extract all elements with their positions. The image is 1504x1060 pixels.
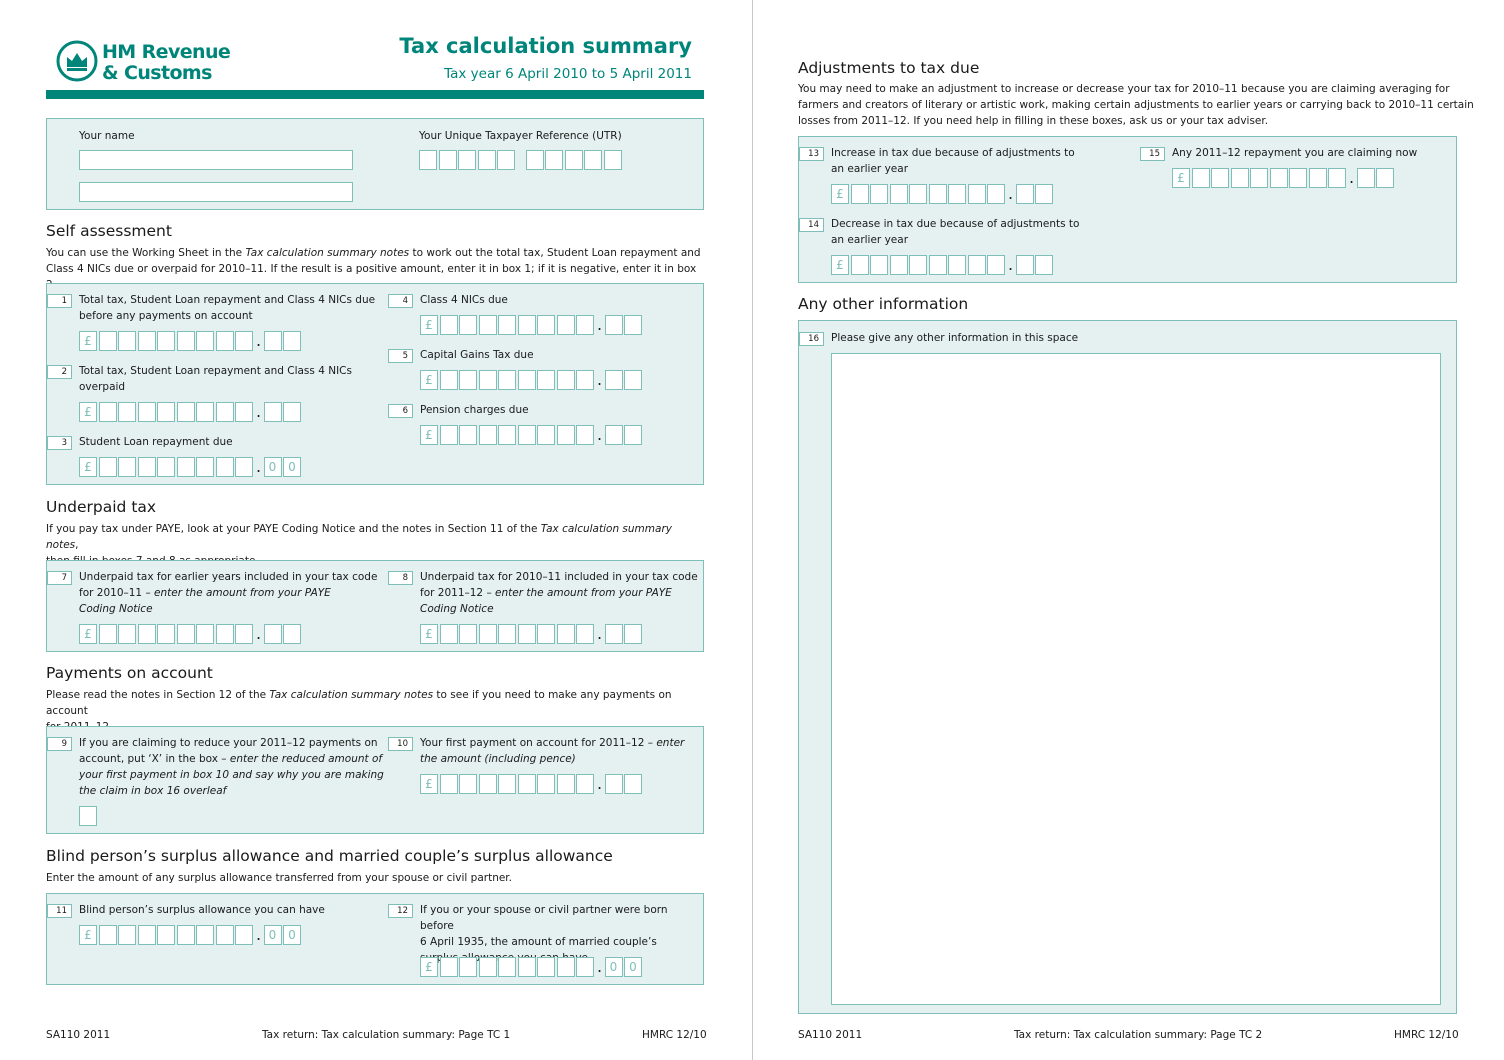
- box-number: 12: [388, 904, 413, 918]
- box7-label: Underpaid tax for earlier years included in your tax code for 2010–11 – enter the amount from your PAYE Coding Notice: [79, 571, 378, 615]
- payments-heading: Payments on account: [46, 664, 213, 682]
- box5-label: Capital Gains Tax due: [420, 349, 534, 361]
- other-info-panel: [798, 320, 1457, 1014]
- logo-text: HM Revenue & Customs: [102, 41, 231, 84]
- box8-amount[interactable]: £ .: [420, 624, 644, 644]
- box4-amount[interactable]: £ .: [420, 315, 644, 335]
- surplus-intro: Enter the amount of any surplus allowance transferred from your spouse or civil partner.: [46, 872, 512, 884]
- box3-label: Student Loan repayment due: [79, 436, 233, 448]
- other-info-textarea[interactable]: [831, 353, 1441, 1005]
- underpaid-intro: If you pay tax under PAYE, look at your PAYE Coding Notice and the notes in Section 11 of the Tax calculation summary notes,: [46, 523, 672, 551]
- self-assessment-intro: You can use the Working Sheet in the Tax calculation summary notes to work out the total tax, Student Loan repayment and Class 4 NICs due or overpaid for 2010–11. If the result is a positive amount, enter it in box 1; if it is negative, enter it in box: [46, 247, 701, 275]
- name-label: Your name: [79, 130, 135, 142]
- box2-label: Total tax, Student Loan repayment and Class 4 NICs overpaid: [79, 365, 352, 393]
- box-number: 5: [388, 349, 413, 363]
- footer-page-label: Tax return: Tax calculation summary: Page TC 2: [1014, 1029, 1263, 1041]
- surplus-heading: Blind person’s surplus allowance and married couple’s surplus allowance: [46, 847, 613, 865]
- box8-label: Underpaid tax for 2010–11 included in your tax code for 2011–12 – enter the amount from your PAYE Coding Notice: [420, 571, 698, 615]
- crown-icon: [56, 40, 98, 82]
- adjustments-heading: Adjustments to tax due: [798, 59, 980, 77]
- box12-label: If you or your spouse or civil partner were born before 6 April 1935, the amount of married couple’s: [420, 904, 668, 948]
- footer-version: HMRC 12/10: [1394, 1029, 1459, 1041]
- box9-label: If you are claiming to reduce your 2011–12 payments on account, put ‘X’ in the box – enter the reduced amount of your first payment in box 10 and say why you are making the claim in box 16 overleaf: [79, 737, 384, 797]
- box-number: 14: [799, 218, 824, 232]
- utr-label: Your Unique Taxpayer Reference (UTR): [419, 130, 622, 142]
- box-number: 4: [388, 294, 413, 308]
- box11-label: Blind person’s surplus allowance you can have: [79, 904, 325, 916]
- footer-version: HMRC 12/10: [642, 1029, 707, 1041]
- box3-amount[interactable]: £ . 0 0: [79, 457, 303, 477]
- hmrc-logo: [56, 40, 246, 86]
- utr-field[interactable]: [419, 150, 623, 170]
- box-number: 9: [47, 737, 72, 751]
- box2-amount[interactable]: £ .: [79, 402, 303, 422]
- payments-intro: Please read the notes in Section 12 of the Tax calculation summary notes to see if you need to make any payments on account: [46, 689, 672, 717]
- box15-label: Any 2011–12 repayment you are claiming now: [1172, 147, 1418, 159]
- header-rule: [46, 90, 704, 99]
- underpaid-heading: Underpaid tax: [46, 498, 157, 516]
- box5-amount[interactable]: £ .: [420, 370, 644, 390]
- box6-label: Pension charges due: [420, 404, 529, 416]
- box15-amount[interactable]: £ .: [1172, 168, 1396, 188]
- box6-amount[interactable]: £ .: [420, 425, 644, 445]
- box-number: 8: [388, 571, 413, 585]
- box-number: 3: [47, 436, 72, 450]
- box-number: 16: [799, 332, 824, 346]
- other-info-heading: Any other information: [798, 295, 969, 313]
- self-assessment-panel: [46, 283, 704, 485]
- name-field-2[interactable]: [79, 182, 353, 202]
- box10-label: Your first payment on account for 2011–12 – enter the amount (including pence): [420, 737, 685, 765]
- box-number: 6: [388, 404, 413, 418]
- adjustments-panel: [798, 136, 1457, 283]
- page-subtitle: Tax year 6 April 2010 to 5 April 2011: [444, 66, 692, 82]
- box-number: 15: [1140, 147, 1165, 161]
- box11-amount[interactable]: £ . 0 0: [79, 925, 303, 945]
- box-number: 7: [47, 571, 72, 585]
- box16-label: Please give any other information in this space: [831, 332, 1079, 344]
- identity-panel: [46, 118, 704, 210]
- box13-label: Increase in tax due because of adjustments to an earlier year: [831, 147, 1075, 175]
- box7-amount[interactable]: £ .: [79, 624, 303, 644]
- box-number: 2: [47, 365, 72, 379]
- box14-label: Decrease in tax due because of adjustments to an earlier year: [831, 218, 1080, 246]
- box13-amount[interactable]: £ .: [831, 184, 1055, 204]
- box1-amount[interactable]: £ .: [79, 331, 303, 351]
- adjustments-intro: You may need to make an adjustment to increase or decrease your tax for 2010–11 because you are claiming averaging for farmers and creators of literary or artistic work, making certain adjustments to earlier years or carrying back to 2010–11 certain losses from 2011–12. If you need help in filling in these boxes, ask us or your tax adviser.: [798, 83, 1474, 127]
- box-number: 13: [799, 147, 824, 161]
- footer-form-id: SA110 2011: [798, 1029, 863, 1041]
- footer-form-id: SA110 2011: [46, 1029, 111, 1041]
- box-number: 10: [388, 737, 413, 751]
- self-assessment-heading: Self assessment: [46, 222, 172, 240]
- box14-amount[interactable]: £ .: [831, 255, 1055, 275]
- page-title: Tax calculation summary: [399, 34, 692, 58]
- payments-panel: [46, 726, 704, 834]
- box12-amount[interactable]: £ . 0 0: [420, 957, 644, 977]
- footer-page-label: Tax return: Tax calculation summary: Page TC 1: [262, 1029, 511, 1041]
- box9-checkbox[interactable]: [79, 806, 97, 826]
- name-field-1[interactable]: [79, 150, 353, 170]
- box1-label: Total tax, Student Loan repayment and Class 4 NICs due before any payments on account: [79, 294, 376, 322]
- box-number: 11: [47, 904, 72, 918]
- box-number: 1: [47, 294, 72, 308]
- surplus-panel: [46, 893, 704, 985]
- underpaid-panel: [46, 560, 704, 652]
- box10-amount[interactable]: £ .: [420, 774, 644, 794]
- box4-label: Class 4 NICs due: [420, 294, 508, 306]
- page-tc2: [753, 0, 1504, 1060]
